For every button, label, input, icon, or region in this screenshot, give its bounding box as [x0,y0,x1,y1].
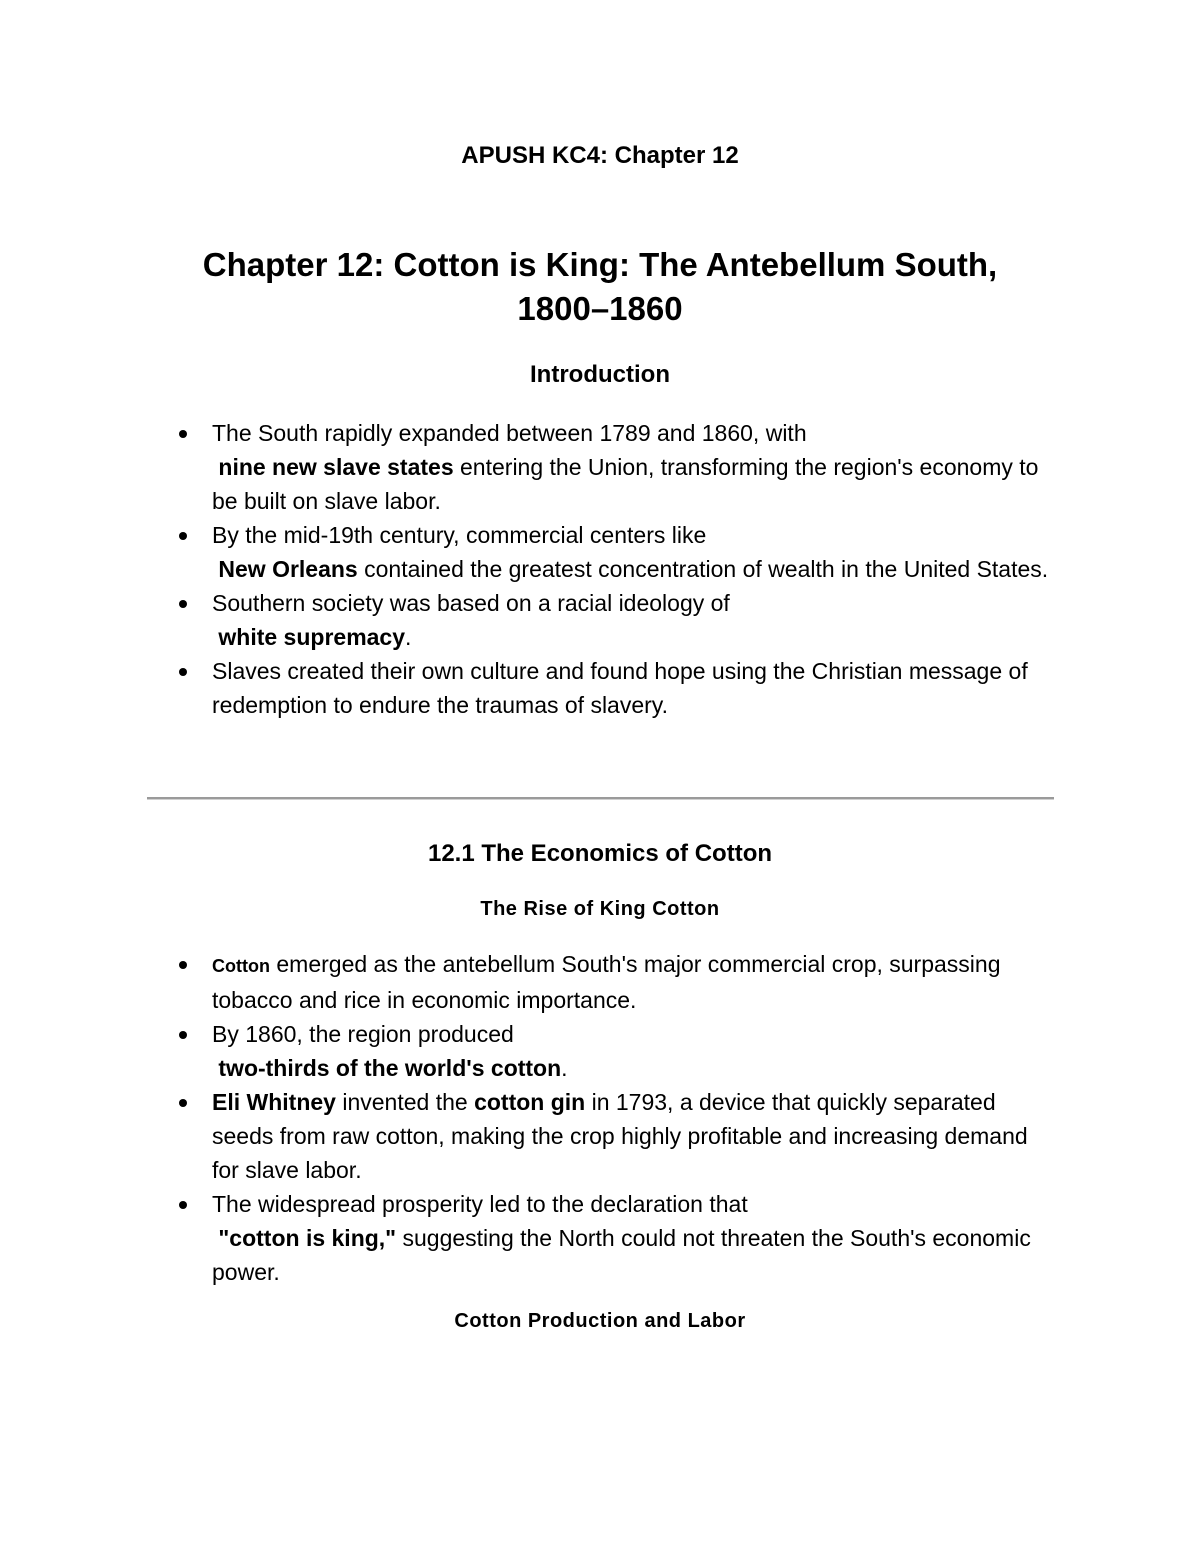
bullet-icon [179,600,187,608]
bullet-icon [179,1099,187,1107]
introduction-heading: Introduction [530,361,670,388]
subsection-heading: The Rise of King Cotton [480,898,720,920]
bullet-icon [179,961,187,969]
introduction-list [170,416,1060,722]
section-heading: 12.1 The Economics of Cotton [427,840,773,867]
list-item: Eli Whitney invented the cotton gin in 1793, a device that quickly separated seeds from raw cotton, making the crop highly profitable and increasing demand for slave labor. [170,1085,1060,1187]
next-subsection-heading: Cotton Production and Labor [454,1310,746,1332]
list-item: Cotton emerged as the antebellum South's major commercial crop, surpassing tobacco and rice in economic importance. [170,947,1060,1017]
chapter-title [150,243,1050,331]
chapter-title-line1: Chapter 12: Cotton is King: The Antebellum South, [202,246,998,283]
list-item: By 1860, the region produced two-thirds of the world's cotton. [170,1017,1060,1085]
chapter-title-line2: 1800–1860 [517,290,683,327]
bullet-icon [179,430,187,438]
bullet-icon [179,1031,187,1039]
bullet-icon [179,1201,187,1209]
list-item: Slaves created their own culture and found hope using the Christian message of redemption to endure the traumas of slavery. [170,654,1060,722]
list-item: The widespread prosperity led to the declaration that "cotton is king," suggesting the North could not threaten the South's economic power. [170,1187,1060,1289]
list-item: Southern society was based on a racial ideology of white supremacy. [170,586,1060,654]
cotton-list [170,947,1060,1289]
bullet-icon [179,668,187,676]
bullet-icon [179,532,187,540]
document-header: APUSH KC4: Chapter 12 [461,142,739,169]
list-item: The South rapidly expanded between 1789 and 1860, with nine new slave states entering the Union, transforming the region's economy to be built on slave labor. [170,416,1060,518]
list-item: By the mid-19th century, commercial centers like New Orleans contained the greatest concentration of wealth in the United States. [170,518,1060,586]
section-divider [147,797,1054,800]
